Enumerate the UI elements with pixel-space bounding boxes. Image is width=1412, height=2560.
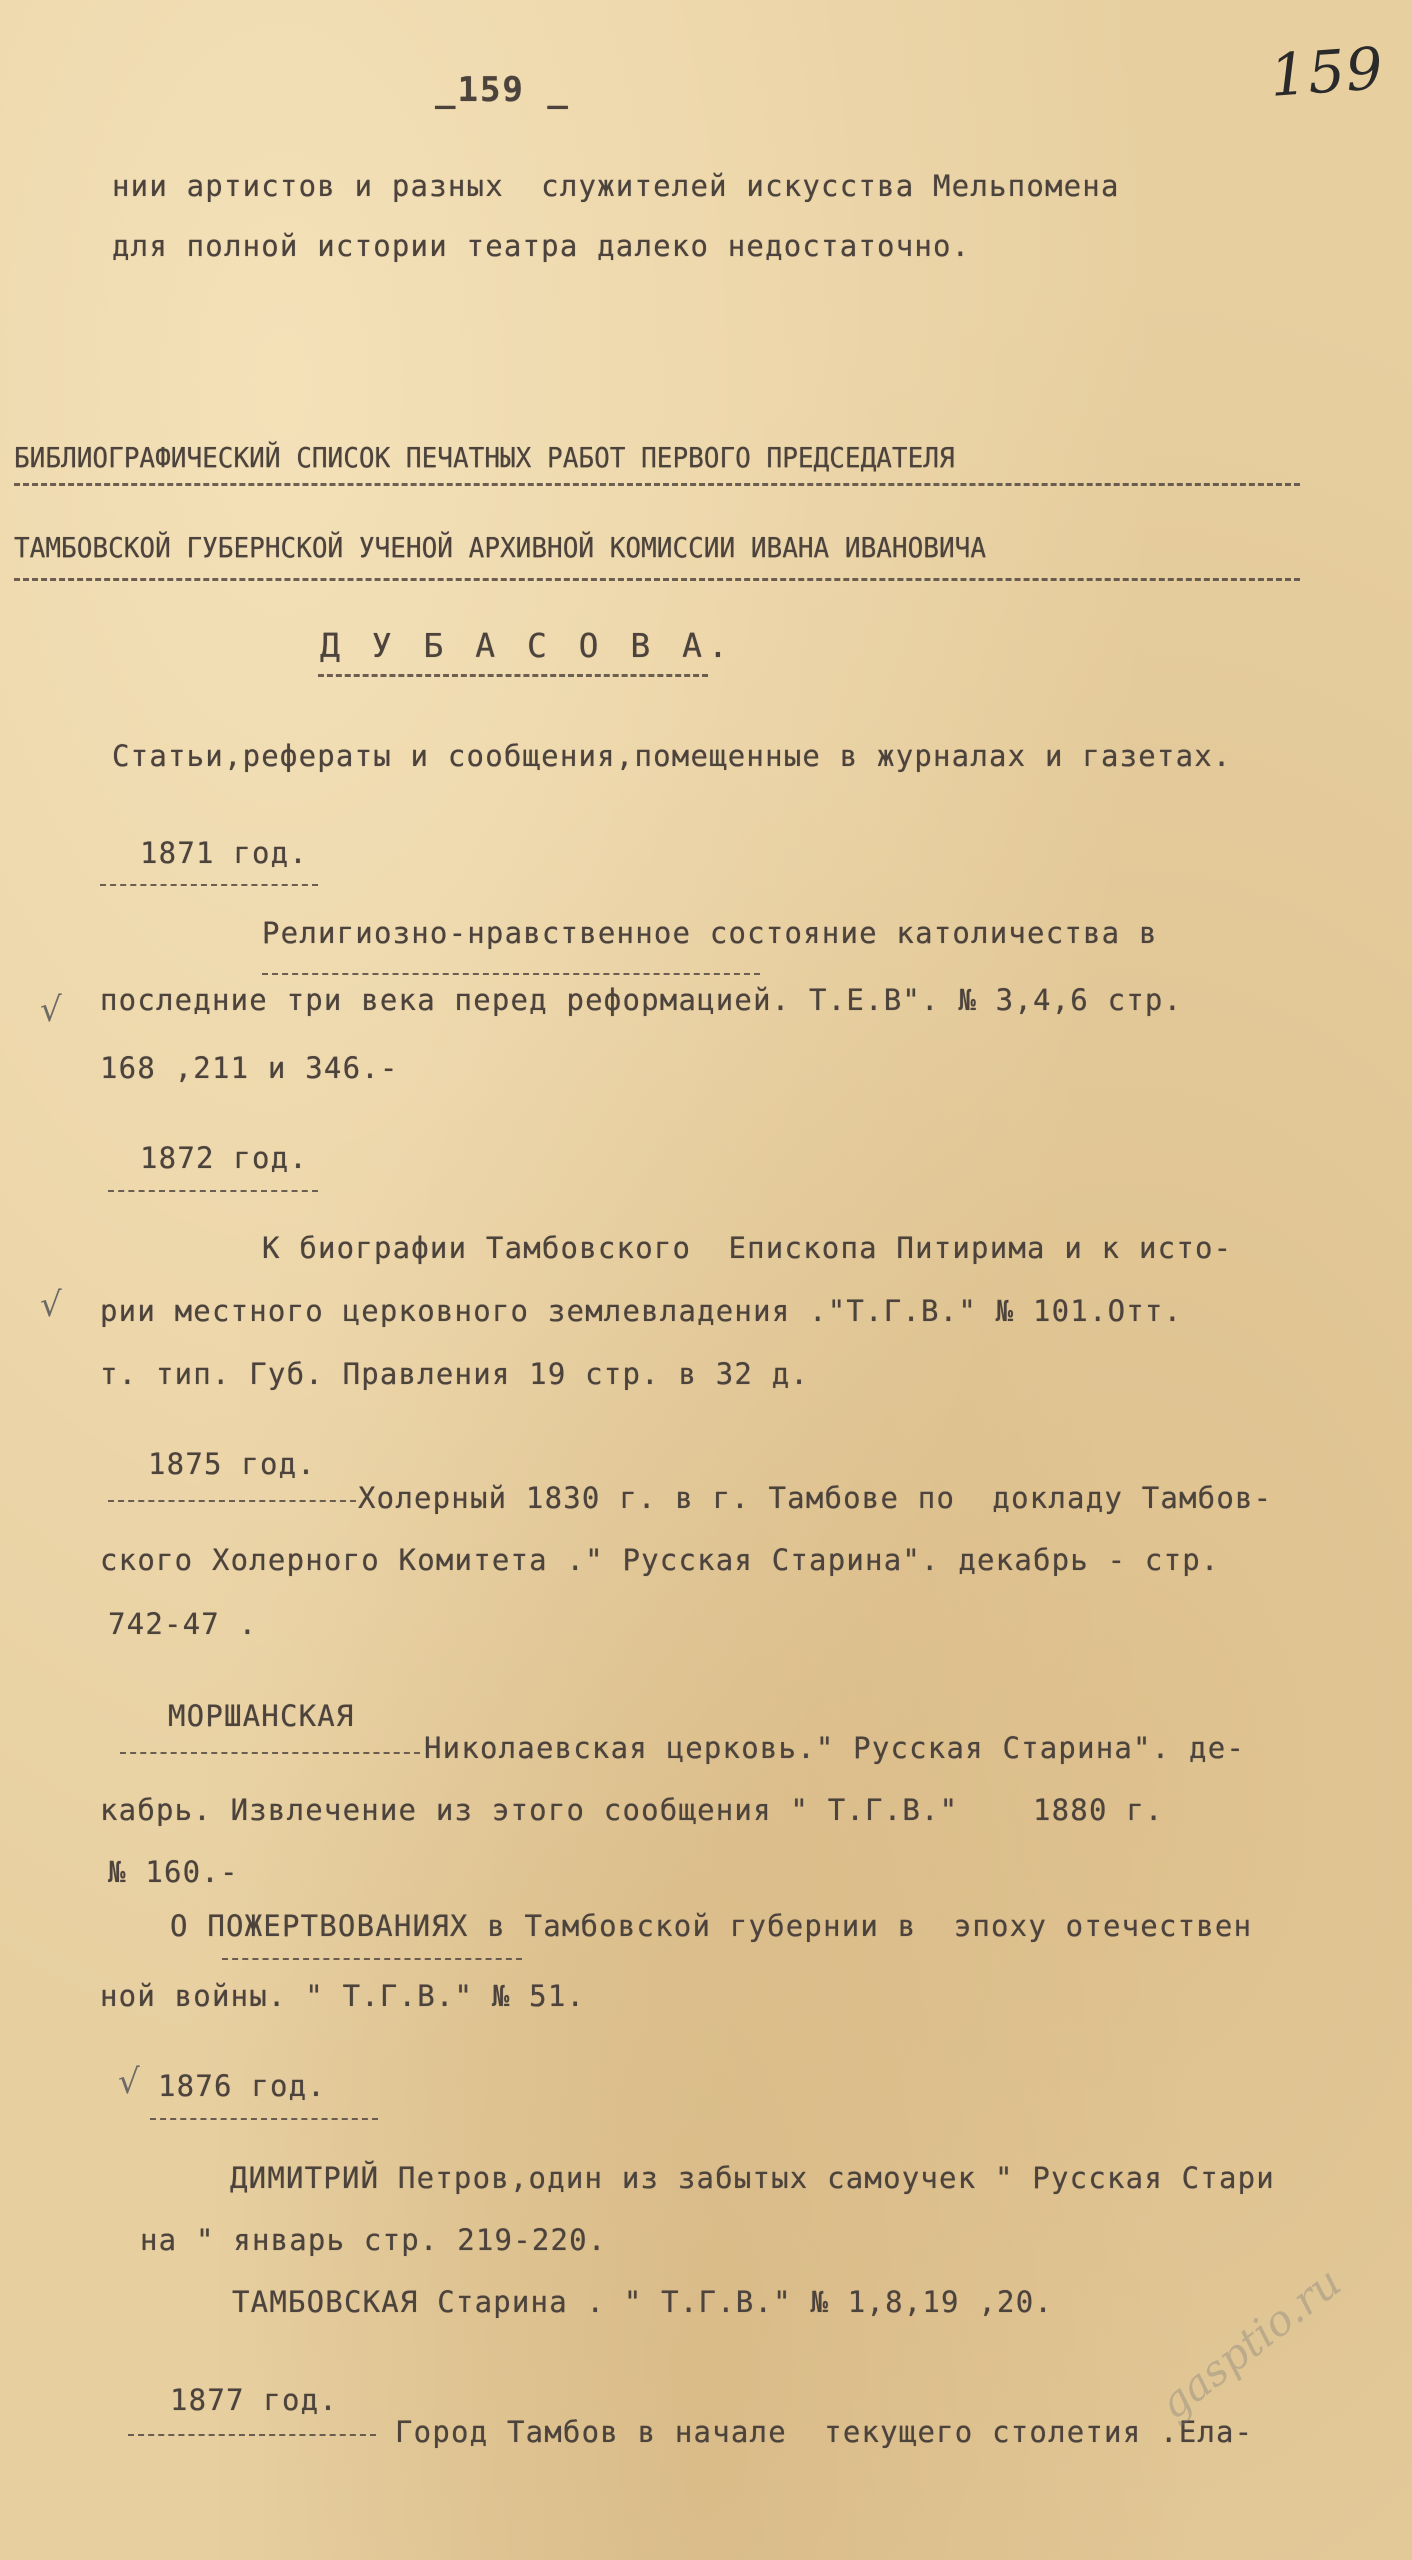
entry-1871-line-3: 168 ,211 и 346.- <box>100 1051 399 1085</box>
heading-underline-3 <box>318 674 708 677</box>
entry-1875-line-2: ского Холерного Комитета ." Русская Старина". декабрь - стр. <box>100 1543 1220 1577</box>
entry-1876-line-2: на " январь стр. 219-220. <box>140 2223 607 2257</box>
entry-1875-line-1: Холерный 1830 г. в г. Тамбове по докладу Тамбов- <box>358 1481 1273 1515</box>
year-1877-leader <box>128 2434 376 2436</box>
entry-1872-line-1: К биографии Тамбовского Епископа Питирима и к исто- <box>262 1231 1233 1265</box>
entry-1876-line-3: ТАМБОВСКАЯ Старина . " Т.Г.В." № 1,8,19 ,20. <box>232 2285 1054 2319</box>
entry-donations-line-2: ной войны. " Т.Г.В." № 51. <box>100 1979 586 2013</box>
entry-1871-line-1: Религиозно-нравственное состояние католичества в <box>262 916 1158 950</box>
heading-line-3: Д У Б А С О В А. <box>320 626 734 665</box>
entry-morshanskaya-line-1: Николаевская церковь." Русская Старина". де- <box>424 1731 1246 1765</box>
margin-check-1871: √ <box>40 990 62 1030</box>
heading-underline-1 <box>14 483 1300 486</box>
entry-1871-line-2: последние три века перед реформацией. Т.Е.В". № 3,4,6 стр. <box>100 983 1183 1017</box>
year-1872-underline <box>108 1190 318 1192</box>
page-number: _159 _ <box>435 70 570 110</box>
entry-morshanskaya-keyword: МОРШАНСКАЯ <box>168 1699 355 1733</box>
year-1876: 1876 год. <box>158 2069 326 2103</box>
entry-1872-line-3: т. тип. Губ. Правления 19 стр. в 32 д. <box>100 1357 810 1391</box>
entry-donations-underline <box>222 1958 522 1960</box>
heading-line-1: БИБЛИОГРАФИЧЕСКИЙ СПИСОК ПЕЧАТНЫХ РАБОТ ПЕРВОГО ПРЕДСЕДАТЕЛЯ <box>14 441 955 474</box>
entry-donations-line-1: О ПОЖЕРТВОВАНИЯХ в Тамбовской губернии в эпоху отечествен <box>170 1909 1253 1943</box>
year-1877: 1877 год. <box>170 2383 338 2417</box>
margin-check-1876: √ <box>118 2062 140 2102</box>
entry-1872-line-2: рии местного церковного землевладения ."Т.Г.В." № 101.Отт. <box>100 1294 1183 1328</box>
heading-line-2: ТАМБОВСКОЙ ГУБЕРНСКОЙ УЧЕНОЙ АРХИВНОЙ КОМИССИИ ИВАНА ИВАНОВИЧА <box>14 531 987 564</box>
watermark: gasptio.ru <box>1150 2257 1351 2429</box>
handwritten-page-number: 159 <box>1267 34 1386 110</box>
entry-morshanskaya-leader <box>120 1752 420 1754</box>
entry-1875-line-3: 742-47 . <box>108 1607 258 1641</box>
year-1871: 1871 год. <box>140 836 308 870</box>
section-subtitle: Статьи,рефераты и сообщения,помещенные в журналах и газетах. <box>112 739 1232 773</box>
entry-morshanskaya-line-2: кабрь. Извлечение из этого сообщения " Т.Г.В." 1880 г. <box>100 1793 1164 1827</box>
intro-line-2: для полной истории театра далеко недостаточно. <box>112 229 971 263</box>
heading-underline-2 <box>14 578 1300 581</box>
entry-1877-line-1: Город Тамбов в начале текущего столетия .Ела- <box>395 2415 1254 2449</box>
margin-check-1872: √ <box>40 1285 62 1325</box>
entry-morshanskaya-line-3: № 160.- <box>108 1855 239 1889</box>
year-1876-underline <box>150 2118 378 2120</box>
entry-1871-underline <box>262 973 760 975</box>
year-1872: 1872 год. <box>140 1141 308 1175</box>
year-1875-leader <box>108 1500 356 1502</box>
year-1875: 1875 год. <box>148 1447 316 1481</box>
intro-line-1: нии артистов и разных служителей искусства Мельпомена <box>112 169 1120 203</box>
entry-1876-line-1: ДИМИТРИЙ Петров,один из забытых самоучек " Русская Стари <box>230 2161 1275 2195</box>
year-1871-underline <box>100 884 318 886</box>
